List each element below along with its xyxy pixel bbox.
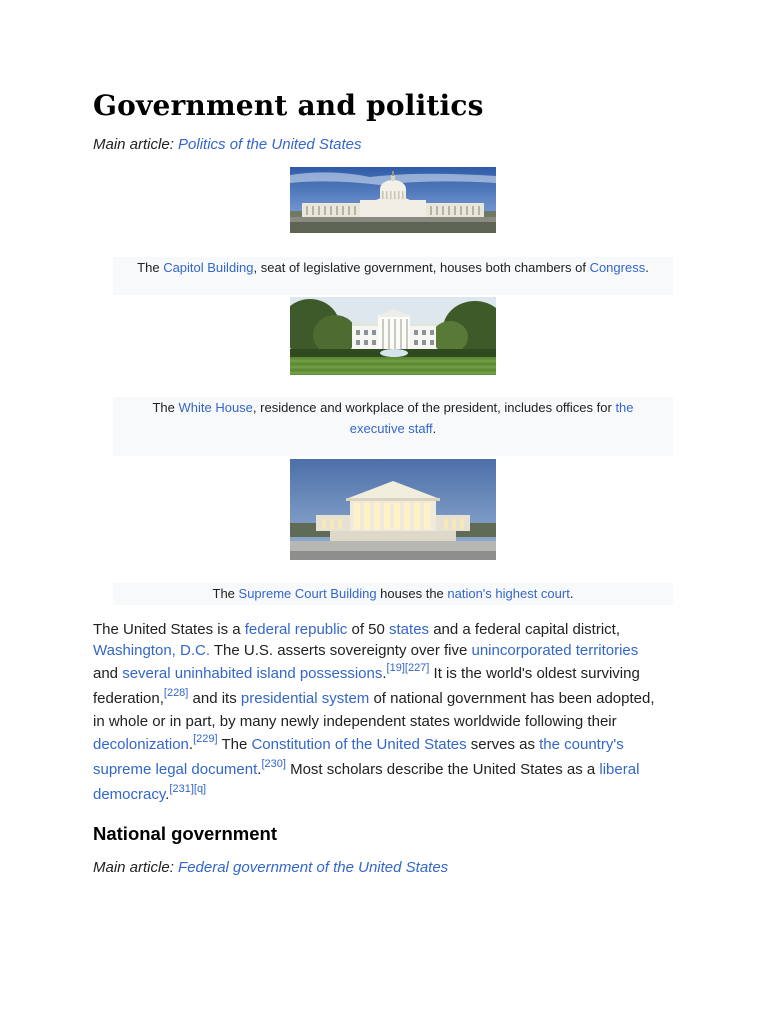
paragraph-text: serves as (466, 736, 540, 753)
supreme-legal-document-link[interactable]: supreme legal document (93, 761, 258, 778)
states-link[interactable]: states (389, 621, 430, 638)
washington-dc-link[interactable]: Washington, D.C. (93, 642, 210, 659)
white-house-caption (113, 397, 673, 456)
caption-text: The (212, 586, 239, 601)
paragraph-text: The United States is a (93, 621, 245, 638)
capitol-caption (113, 257, 673, 295)
caption-text: The (152, 400, 179, 415)
paragraph-text: . (165, 786, 170, 803)
paragraph-text: It is the world's oldest surviving (429, 665, 640, 682)
capitol-building-link[interactable]: Capitol Building (163, 260, 254, 275)
nations-highest-court-link[interactable]: nation's highest court (447, 586, 570, 601)
supreme-court-image[interactable] (290, 459, 496, 560)
citation-ref[interactable]: [229] (193, 733, 218, 745)
main-article-hatnote (93, 135, 361, 155)
paragraph-line (93, 619, 683, 640)
citation-ref[interactable]: [19][227] (386, 662, 430, 674)
white-house-image[interactable] (290, 297, 496, 375)
body-paragraph (93, 619, 683, 807)
supreme-court-caption (113, 583, 673, 605)
unincorporated-territories-link[interactable]: unincorporated territories (471, 642, 639, 659)
caption-text: The (137, 260, 164, 275)
citation-ref[interactable]: [228] (163, 687, 189, 699)
paragraph-text: and (93, 665, 123, 682)
paragraph-text: federation, (93, 690, 164, 707)
paragraph-line (93, 711, 683, 732)
paragraph-text: . (257, 761, 262, 778)
paragraph-line (93, 757, 683, 782)
federal-republic-link[interactable]: federal republic (244, 621, 348, 638)
supreme-court-illustration (290, 459, 496, 560)
supreme-court-building-link[interactable]: Supreme Court Building (238, 586, 377, 601)
federal-government-hatnote (93, 858, 448, 878)
section-heading: Government and politics (93, 89, 484, 122)
decolonization-link[interactable]: decolonization (93, 736, 189, 753)
executive-staff-link[interactable]: executive staff (349, 421, 433, 436)
citation-ref[interactable]: [231][q] (169, 783, 207, 795)
paragraph-text: and its (188, 690, 241, 707)
paragraph-text: of national government has been adopted, (369, 690, 655, 707)
caption-text: . (645, 260, 649, 275)
caption-text: . (569, 586, 574, 601)
caption-text: houses the (376, 586, 448, 601)
capitol-illustration (290, 167, 496, 233)
citation-ref[interactable]: [230] (261, 758, 286, 770)
executive-staff-link[interactable]: the (615, 400, 634, 415)
congress-link[interactable]: Congress (589, 260, 646, 275)
island-possessions-link[interactable]: several uninhabited island possessions (122, 665, 383, 682)
paragraph-text: and a federal capital district, (429, 621, 620, 638)
paragraph-line (93, 686, 683, 711)
caption-text: , residence and workplace of the president, includes offices for (252, 400, 616, 415)
paragraph-text: of 50 (347, 621, 390, 638)
hatnote-prefix: Main article: (93, 859, 179, 876)
subsection-heading: National government (93, 823, 277, 844)
presidential-system-link[interactable]: presidential system (240, 690, 370, 707)
paragraph-text: The (217, 736, 252, 753)
paragraph-text: in whole or in part, by many newly independent states worldwide following their (93, 713, 617, 730)
paragraph-line (93, 661, 683, 686)
paragraph-text: . (188, 736, 194, 753)
supreme-legal-document-link[interactable]: the country's (539, 736, 624, 753)
paragraph-line (93, 782, 683, 807)
caption-text: , seat of legislative government, houses both chambers of (253, 260, 590, 275)
liberal-democracy-link[interactable]: liberal (599, 761, 640, 778)
caption-text: . (432, 421, 437, 436)
constitution-link[interactable]: Constitution of the United States (251, 736, 467, 753)
capitol-building-image[interactable] (290, 167, 496, 233)
federal-government-link[interactable]: Federal government of the United States (178, 859, 449, 876)
paragraph-line (93, 640, 683, 661)
white-house-illustration (290, 297, 496, 375)
paragraph-text: The U.S. asserts sovereignty over five (210, 642, 472, 659)
politics-of-us-link[interactable]: Politics of the United States (178, 136, 362, 153)
hatnote-prefix: Main article: (93, 136, 179, 153)
paragraph-text: . (382, 665, 387, 682)
paragraph-line (93, 732, 683, 757)
paragraph-text: Most scholars describe the United States as a (285, 761, 600, 778)
white-house-link[interactable]: White House (178, 400, 253, 415)
liberal-democracy-link[interactable]: democracy (93, 786, 166, 803)
